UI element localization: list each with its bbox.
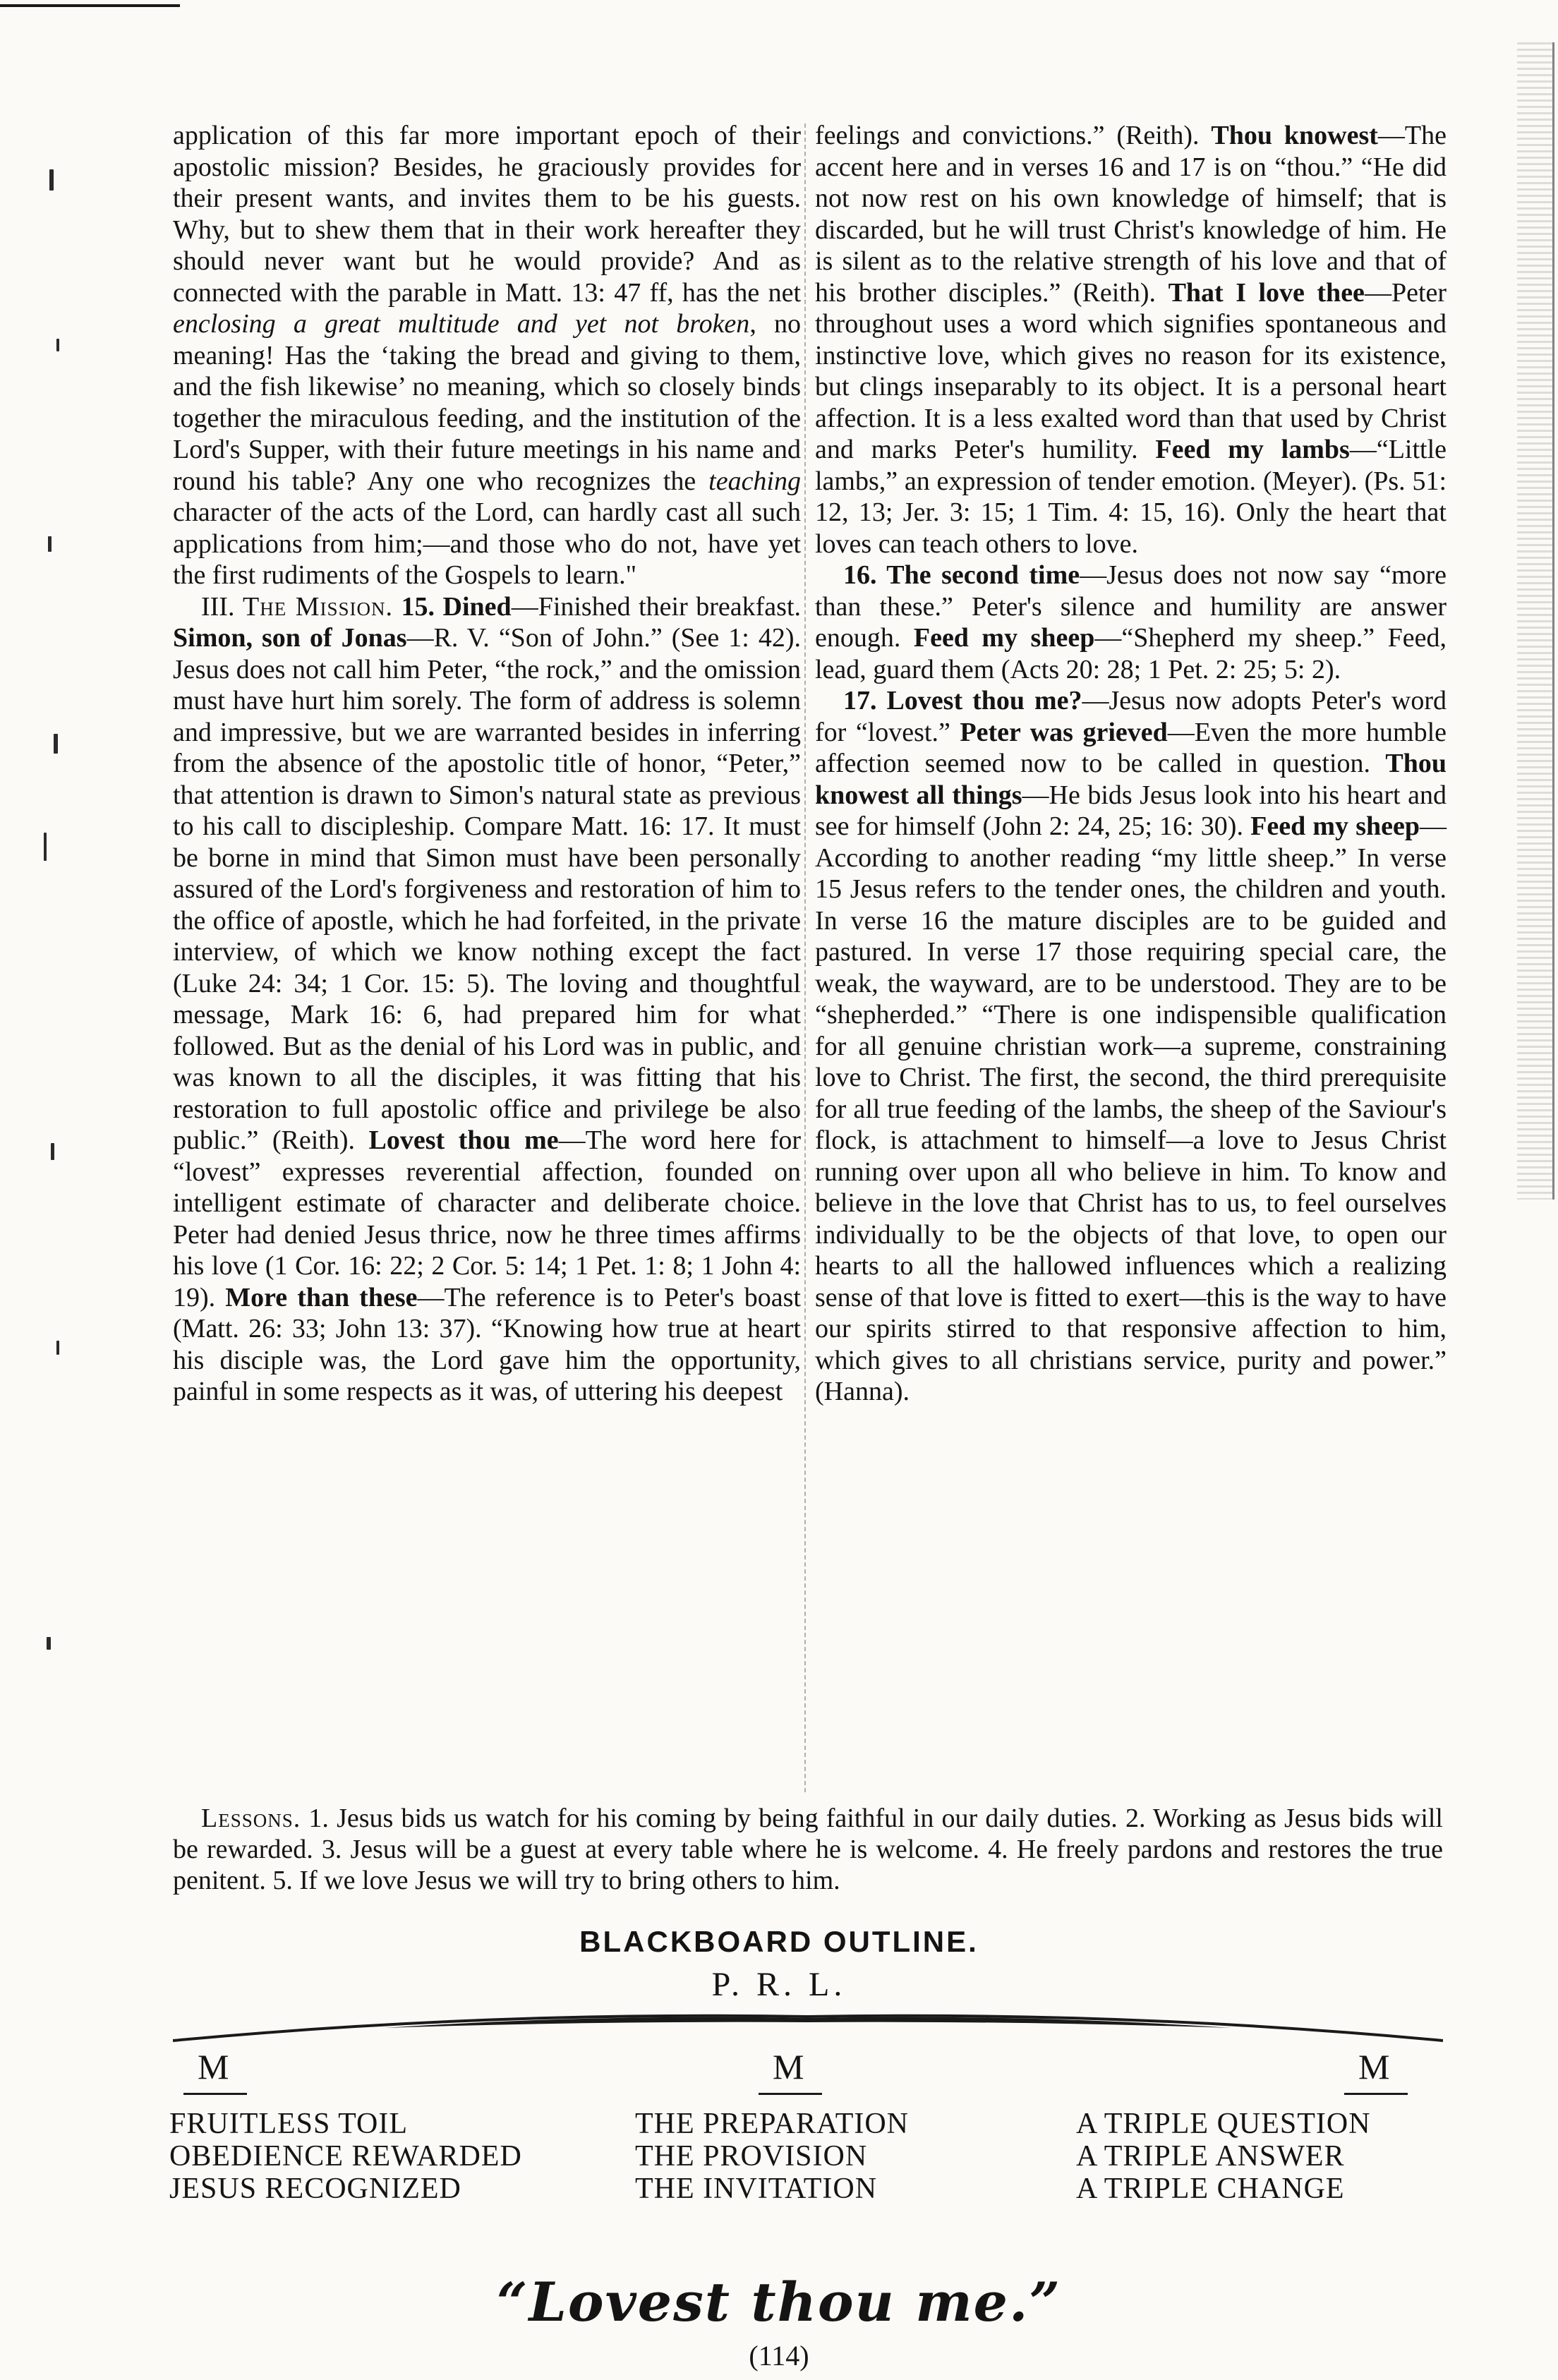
ornamental-swash <box>173 1997 1443 2053</box>
scripture-keyword: Lovest thou me <box>368 1125 559 1155</box>
blackboard-subtitle: P. R. L. <box>711 1966 847 2003</box>
body-text: —Finished their breakfast. <box>511 591 802 622</box>
text-paragraph <box>173 591 801 1408</box>
outline-item: OBEDIENCE REWARDED <box>169 2140 522 2173</box>
scripture-keyword: Peter was grieved <box>960 717 1168 747</box>
header-rule <box>0 0 183 10</box>
lessons-section <box>173 1803 1443 1896</box>
scripture-keyword: That I love thee <box>1168 277 1365 308</box>
body-text: —The reference is to Peter's boast (Matt. 26: 33; John 13: 37). “Knowing how true at heart his disciple was, the Lord gave him the opportunity, painful in some respects as it was, of uttering his deepest <box>173 1282 801 1406</box>
scripture-keyword: Feed my lambs <box>1155 435 1350 464</box>
body-text: —R. V. “Son of John.” (See 1: 42). Jesus does not call him Peter, “the rock,” and the omission must have hurt him sorely. The form of address is solemn and impressive, but we are warranted besides in inferring from the absence of the apostolic title of honor, “Peter,” that attention is drawn to Simon's natural state as previous to his call to discipleship. Compare Matt. 16: 17. It must be borne in mind that Simon must have been personally assured of the Lord's forgiveness and restoration of him to the office of apostle, which he had forfeited, in the private interview, of which we know nothing except the fact (Luke 24: 34; 1 Cor. 15: 5). The loving and thoughtful message, Mark 16: 6, had prepared him for what followed. But as the denial of his Lord was in public, and was known to all the disciples, it was fitting that his restoration to full apostolic office and privilege be also public.” (Reith). <box>173 623 801 1155</box>
scripture-keyword: 16. The second time <box>843 560 1080 590</box>
outline-column-1 <box>169 2046 593 2205</box>
emphasis-text: teaching <box>708 466 801 496</box>
outline-column-2 <box>635 2046 1058 2205</box>
scripture-keyword: Feed my sheep <box>913 623 1095 653</box>
lessons-text: 1. Jesus bids us watch for his coming by being faithful in our daily duties. 2. Working as Jesus bids will be rewarded. 3. Jesus will be a guest at every table where he is welcome. 4. He freely pardons and restores the true penitent. 5. If we love Jesus we will try to bring others to him. <box>173 1804 1443 1895</box>
section-heading: The Mission. <box>242 591 394 622</box>
left-text-column <box>173 120 801 1408</box>
body-text: —Peter throughout uses a word which signifies spontaneous and instinctive love, which gives no reason for its existence, but clings inseparably to its object. It is a personal heart affection. It is a less exalted word than that used by Christ and marks Peter's humility. <box>815 277 1447 464</box>
body-text: application of this far more important epoch of their apostolic mission? Besides, he graciously provides for their present wants, and invites them to be his guests. Why, but to shew them that in their work hereafter they should never want but he would provide? And as connected with the parable in Matt. 13: 47 ff, has the net <box>173 121 801 308</box>
body-text: , no meaning! Has the ‘taking the bread and giving to them, and the fish likewise’ no meaning, which so closely binds together the miraculous feeding, and the institution of the Lord's Supper, with their future meetings in his name and round his table? Any one who recognizes the <box>173 309 802 496</box>
outline-item: A TRIPLE QUESTION <box>1076 2108 1371 2140</box>
outline-column-3 <box>1076 2046 1499 2205</box>
body-text: —Jesus now adopts Peter's word for “lovest.” <box>815 686 1447 747</box>
body-text: character of the acts of the Lord, can hardly cast all such applications from him;—and those who do not, have yet the first rudiments of the Gospels to learn." <box>173 497 801 590</box>
body-text: —“Shepherd my sheep.” Feed, lead, guard them (Acts 20: 28; 1 Pet. 2: 25; 5: 2). <box>815 623 1447 684</box>
body-text: feelings and convictions.” (Reith). <box>815 121 1212 150</box>
blackboard-title: BLACKBOARD OUTLINE. <box>579 1925 979 1958</box>
text-paragraph <box>815 560 1447 685</box>
outline-item: THE PROVISION <box>635 2140 868 2173</box>
scripture-keyword: Simon, son of Jonas <box>173 623 407 653</box>
emphasis-text: enclosing a great multitude and yet not broken <box>173 309 750 339</box>
outline-item: A TRIPLE CHANGE <box>1076 2173 1345 2205</box>
outline-letter: M <box>198 2047 229 2086</box>
outline-item: FRUITLESS TOIL <box>169 2108 408 2140</box>
margin-scan-artifact <box>1517 42 1554 1200</box>
outline-item: THE INVITATION <box>635 2173 878 2205</box>
text-paragraph <box>173 120 801 591</box>
body-text: —Jesus does not now say “more than these.” Peter's silence and humility are answer enough. <box>815 560 1447 653</box>
outline-item: A TRIPLE ANSWER <box>1076 2140 1345 2173</box>
body-text: —The accent here and in verses 16 and 17 is on “thou.” “He did not now rest on his own knowledge of himself; that is discarded, but he will trust Christ's knowledge of him. He is silent as to the relative strength of his love and that of his brother disciples.” (Reith). <box>815 121 1447 308</box>
scripture-keyword: Feed my sheep <box>1250 811 1420 841</box>
body-text: —He bids Jesus look into his heart and see for himself (John 2: 24, 25; 16: 30). <box>815 780 1447 841</box>
body-text: —“Little lambs,” an expression of tender emotion. (Meyer). (Ps. 51: 12, 13; Jer. 3: 15; 1 Tim. 4: 15, 16). Only the heart that loves can teach others to love. <box>815 435 1447 559</box>
outline-item: JESUS RECOGNIZED <box>169 2173 461 2205</box>
outline-rule <box>183 2093 247 2095</box>
text-paragraph <box>815 685 1447 1408</box>
body-text <box>393 592 401 622</box>
outline-letter: M <box>1358 2047 1390 2086</box>
outline-item: THE PREPARATION <box>635 2108 909 2140</box>
body-text: —Even the more humble affection seemed now to be called in question. <box>815 717 1447 778</box>
scripture-keyword: 15. Dined <box>401 591 512 622</box>
blackboard-motto: “Lovest thou me.” <box>496 2271 1062 2333</box>
scripture-keyword: 17. Lovest thou me? <box>843 686 1082 715</box>
scripture-keyword: Thou knowest <box>1211 121 1378 150</box>
scripture-keyword: More than these <box>225 1282 418 1312</box>
page-number: (114) <box>749 2340 809 2372</box>
right-text-column <box>815 120 1447 1408</box>
outline-letter: M <box>773 2047 804 2086</box>
body-text: III. <box>201 591 243 622</box>
scripture-keyword: Thou knowest all things <box>815 749 1447 810</box>
outline-rule <box>1344 2093 1408 2095</box>
lessons-label: Lessons. <box>201 1804 301 1833</box>
text-paragraph <box>815 120 1447 560</box>
column-divider <box>804 123 808 1792</box>
scan-margin-marks <box>35 42 85 1736</box>
body-text: —According to another reading “my little sheep.” In verse 15 Jesus refers to the tender ones, the children and youth. In verse 16 the mature disciples are to be guided and pastured. In verse 17 those requiring special care, the weak, the wayward, are to be understood. They are to be “shepherded.” “There is one indispensible qualification for all genuine christian work—a supreme, constraining love to Christ. The first, the second, the third prerequisite for all true feeding of the lambs, the sheep of the Saviour's flock, is attachment to himself—a love to Jesus Christ running over upon all who believe in him. To know and believe in the love that Christ has to us, to feel ourselves individually to be the objects of that love, to open our hearts to all the hallowed influences which a realizing sense of that love is fitted to exert—this is the way to have our spirits stirred to that responsive affection to him, which gives to all christians service, purity and power.” (Hanna). <box>815 811 1447 1406</box>
body-text: —The word here for “lovest” expresses reverential affection, founded on intelligent estimate of character and deliberate choice. Peter had denied Jesus thrice, now he three times affirms his love (1 Cor. 16: 22; 2 Cor. 5: 14; 1 Pet. 1: 8; 1 John 4: 19). <box>173 1125 801 1312</box>
outline-rule <box>759 2093 822 2095</box>
